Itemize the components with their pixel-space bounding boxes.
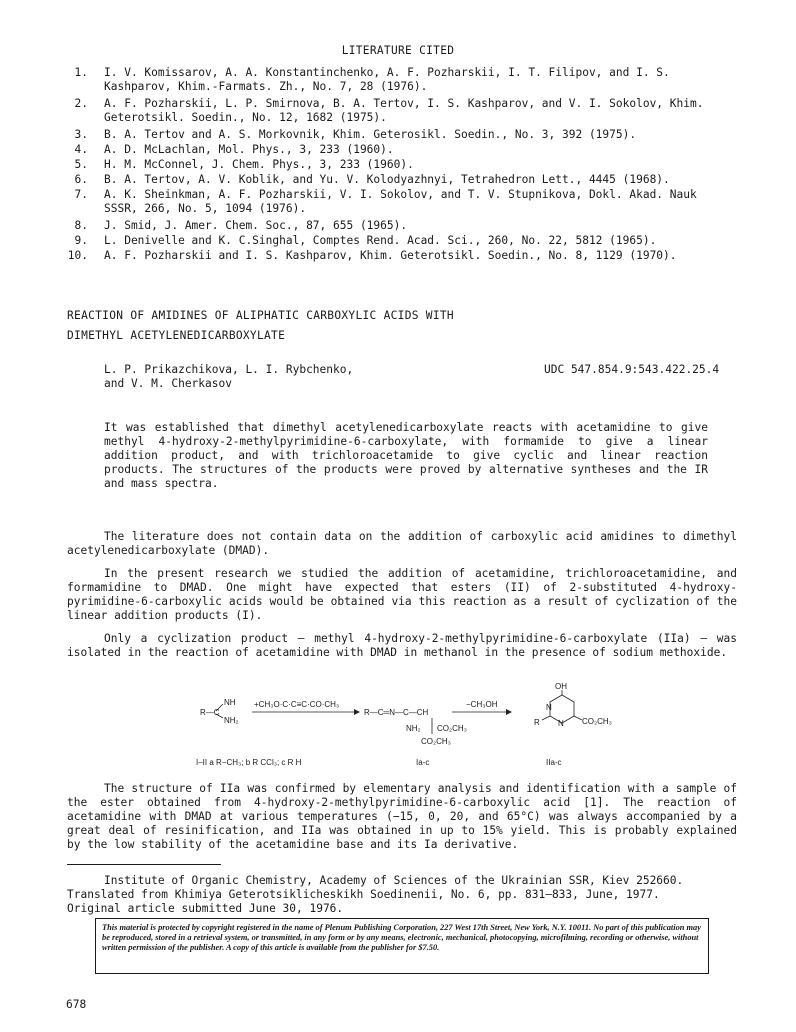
body-paragraph: In the present research we studied the addition of acetamidine, trichloroacetamidine, and formamidine to DMAD. One might have expected that esters (II) of 2-substituted 4-hydroxy-pyrimidine-6-carboxylic acids would be obtained via this reaction as a result of cyclization of the linear addition products (I).	[67, 567, 737, 622]
reaction-scheme	[190, 682, 640, 772]
reference-number: 5.	[74, 158, 88, 171]
reference-text: J. Smid, J. Amer. Chem. Soc., 87, 655 (1965).	[104, 219, 408, 232]
copyright-notice: This material is protected by copyright registered in the name of Plenum Publishing Corporation, 227 West 17th Street, New York, N.Y. 10011. No part of this publication may be reproduced, stored in a retrieval system, or transmitted, in any form or by any means, electronic, mechanical, photocopying, microfilming, recording or otherwise, without written permission of the publisher. A copy of this article is available from the publisher for $7.50.	[102, 923, 701, 952]
reference-number: 6.	[74, 173, 88, 186]
page-number: 678	[66, 998, 87, 1011]
reference-text: A. D. McLachlan, Mol. Phys., 3, 233 (1960).	[104, 143, 394, 156]
scheme-r-c: R—C	[200, 708, 220, 717]
footnote-line: Institute of Organic Chemistry, Academy of Sciences of the Ukrainian SSR, Kiev 252660.	[104, 874, 684, 887]
scheme-ring-r: R	[534, 718, 540, 727]
scheme-intermediate-ester: CO₂CH₃	[421, 737, 451, 746]
article-title-line: REACTION OF AMIDINES OF ALIPHATIC CARBOXYLIC ACIDS WITH	[67, 309, 454, 322]
udc-code: UDC 547.854.9:543.422.25.4	[544, 363, 720, 376]
reference-number: 7.	[74, 188, 88, 201]
reference-text: A. K. Sheinkman, A. F. Pozharskii, V. I. Sokolov, and T. V. Stupnikova, Dokl. Akad. Nauk	[104, 188, 697, 201]
scheme-legend: I–II a R−CH₃; b R CCl₃; c R H	[196, 758, 302, 767]
reference-text: A. F. Pozharskii and I. S. Kashparov, Khim. Geterotsikl. Soedin., No. 8, 1129 (1970).	[104, 249, 677, 262]
scheme-nh2: NH₂	[224, 716, 239, 725]
reference-text: B. A. Tertov and A. S. Morkovnik, Khim. Geterosikl. Soedin., No. 3, 392 (1975).	[104, 128, 637, 141]
reference-number: 1.	[74, 66, 88, 79]
scheme-ring-ester: CO₂CH₃	[582, 717, 612, 726]
authors-line: and V. M. Cherkasov	[104, 377, 232, 390]
reference-number: 4.	[74, 143, 88, 156]
scheme-intermediate-nh2: NH₂	[406, 724, 421, 733]
footnote-line: Translated from Khimiya Geterotsiklicheskikh Soedinenii, No. 6, pp. 831–833, June, 1977.	[67, 888, 660, 901]
scheme-ring-n: N	[558, 719, 564, 728]
arrow-head	[506, 709, 512, 715]
reference-text: SSSR, 266, No. 5, 1094 (1976).	[104, 202, 307, 215]
abstract: It was established that dimethyl acetylenedicarboxylate reacts with acetamidine to give methyl 4-hydroxy-2-methylpyrimidine-6-carboxylate, with formamide to give a linear addition product, and with trichloroacetamide to give cyclic and linear reaction products. The structures of the products were proved by alternative syntheses and the IR and mass spectra.	[104, 421, 708, 490]
reference-text: I. V. Komissarov, A. A. Konstantinchenko, A. F. Pozharskii, I. T. Filipov, and I. S.	[104, 66, 670, 79]
scheme-reagent: +CH₃O·C·C≡C·CO·CH₃	[254, 700, 340, 709]
reference-number: 2.	[74, 97, 88, 110]
scheme-ring-n: N	[546, 703, 552, 712]
authors-line: L. P. Prikazchikova, L. I. Rybchenko,	[104, 363, 354, 376]
scheme-oh: OH	[555, 682, 567, 691]
scheme-intermediate-ester: CO₂CH₃	[437, 724, 467, 733]
bond-line	[542, 716, 550, 720]
footnote-line: Original article submitted June 30, 1976.	[67, 902, 344, 915]
reference-number: 3.	[74, 128, 88, 141]
reference-number: 10.	[67, 249, 88, 262]
bond-line	[574, 716, 582, 720]
literature-heading: LITERATURE CITED	[341, 44, 455, 57]
body-paragraph: Only a cyclization product — methyl 4-hydroxy-2-methylpyrimidine-6-carboxylate (IIa) — was isolated in the reaction of acetamidine with DMAD in methanol in the presence of sodium methoxide.	[67, 632, 737, 659]
scheme-intermediate: R—C═N—C—CH	[364, 708, 429, 717]
reference-text: H. M. McConnel, J. Chem. Phys., 3, 233 (1960).	[104, 158, 414, 171]
scheme-label: IIa-c	[546, 758, 562, 767]
reference-text: Geterotsikl. Soedin., No. 12, 1682 (1975).	[104, 111, 387, 124]
scheme-nh: NH	[224, 698, 236, 707]
reference-text: L. Denivelle and K. C.Singhal, Comptes Rend. Acad. Sci., 260, No. 22, 5812 (1965).	[104, 234, 657, 247]
scheme-minus-methanol: −CH₃OH	[466, 700, 498, 709]
reference-number: 9.	[74, 234, 88, 247]
copyright-box	[95, 918, 709, 974]
scheme-label: Ia-c	[416, 758, 430, 767]
reference-text: Kashparov, Khim.-Farmats. Zh., No. 7, 28 (1976).	[104, 80, 428, 93]
reference-text: A. F. Pozharskii, L. P. Smirnova, B. A. Tertov, I. S. Kashparov, and V. I. Sokolov, Khim.	[104, 97, 704, 110]
reference-text: B. A. Tertov, A. V. Koblik, and Yu. V. Kolodyazhnyi, Tetrahedron Lett., 4445 (1968).	[104, 173, 670, 186]
reference-number: 8.	[74, 219, 88, 232]
reference-item	[60, 97, 760, 125]
article-title-line: DIMETHYL ACETYLENEDICARBOXYLATE	[67, 329, 286, 342]
reference-item	[60, 66, 760, 94]
reference-item	[60, 188, 760, 216]
body-paragraph: The structure of IIa was confirmed by elementary analysis and identification with a sample of the ester obtained from 4-hydroxy-2-methylpyrimidine-6-carboxylic acid [1]. The reaction of acetamidine with DMAD at various temperatures (−15, 0, 20, and 65°C) was always accompanied by a great deal of resinification, and IIa was obtained in up to 15% yield. This is probably explained by the low stability of the acetamidine base and its Ia derivative.	[67, 782, 737, 851]
arrow-head	[354, 709, 360, 715]
footnote-rule	[67, 864, 221, 865]
body-paragraph: The literature does not contain data on the addition of carboxylic acid amidines to dimethyl acetylenedicarboxylate (DMAD).	[67, 530, 737, 557]
